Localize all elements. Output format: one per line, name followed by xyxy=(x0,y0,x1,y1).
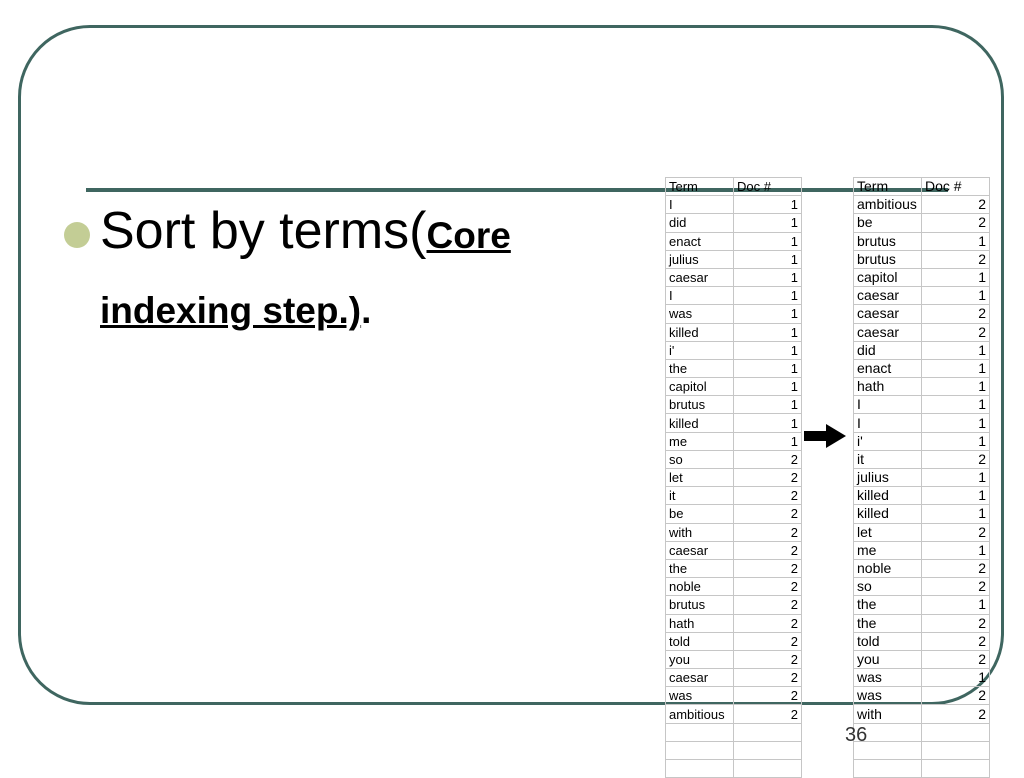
term-cell: I xyxy=(854,414,922,432)
table-row xyxy=(854,523,990,541)
table-header-row xyxy=(666,178,802,196)
doc-cell: 1 xyxy=(734,378,802,396)
empty-row xyxy=(666,723,802,741)
term-cell: told xyxy=(854,632,922,650)
doc-cell: 1 xyxy=(734,214,802,232)
term-cell: with xyxy=(666,523,734,541)
doc-cell: 1 xyxy=(734,232,802,250)
table-row xyxy=(854,414,990,432)
term-cell: ambitious xyxy=(854,196,922,214)
term-cell: killed xyxy=(854,487,922,505)
term-cell: killed xyxy=(854,505,922,523)
doc-cell: 1 xyxy=(922,268,990,286)
table-row xyxy=(666,250,802,268)
table-row xyxy=(854,578,990,596)
doc-cell: 1 xyxy=(922,359,990,377)
term-cell: me xyxy=(666,432,734,450)
doc-cell: 1 xyxy=(922,432,990,450)
doc-cell: 2 xyxy=(734,596,802,614)
term-cell: with xyxy=(854,705,922,723)
table-row xyxy=(666,323,802,341)
table-row xyxy=(854,614,990,632)
doc-cell: 1 xyxy=(734,396,802,414)
doc-cell: 2 xyxy=(734,541,802,559)
table-row xyxy=(854,287,990,305)
doc-cell: 1 xyxy=(922,287,990,305)
doc-cell: 1 xyxy=(922,396,990,414)
term-cell: did xyxy=(854,341,922,359)
doc-cell: 1 xyxy=(922,341,990,359)
term-cell: was xyxy=(666,687,734,705)
empty-cell xyxy=(854,760,922,778)
doc-cell: 2 xyxy=(734,469,802,487)
table-row xyxy=(666,487,802,505)
table-row xyxy=(854,632,990,650)
term-cell: caesar xyxy=(854,323,922,341)
doc-cell: 2 xyxy=(734,614,802,632)
doc-cell: 2 xyxy=(922,323,990,341)
page-number: 36 xyxy=(845,724,868,746)
doc-cell: 1 xyxy=(734,414,802,432)
doc-cell: 1 xyxy=(734,323,802,341)
term-cell: brutus xyxy=(666,596,734,614)
doc-cell: 2 xyxy=(922,450,990,468)
doc-cell: 1 xyxy=(734,268,802,286)
term-cell: the xyxy=(854,614,922,632)
doc-cell: 2 xyxy=(734,487,802,505)
term-cell: the xyxy=(854,596,922,614)
term-cell: was xyxy=(854,687,922,705)
term-cell: you xyxy=(854,650,922,668)
doc-cell: 1 xyxy=(922,469,990,487)
term-cell: brutus xyxy=(854,250,922,268)
bullet-lead: Sort by terms( xyxy=(100,202,427,260)
table-row xyxy=(854,268,990,286)
term-cell: noble xyxy=(854,559,922,577)
bullet-end: . xyxy=(361,290,372,331)
table-row xyxy=(854,305,990,323)
table-row xyxy=(666,541,802,559)
doc-cell: 2 xyxy=(734,450,802,468)
empty-row xyxy=(854,723,990,741)
doc-cell: 1 xyxy=(734,196,802,214)
table-row xyxy=(854,378,990,396)
term-cell: the xyxy=(666,359,734,377)
doc-cell: 1 xyxy=(734,341,802,359)
term-cell: did xyxy=(666,214,734,232)
empty-row xyxy=(666,741,802,759)
table-row xyxy=(854,541,990,559)
table-row xyxy=(854,705,990,723)
empty-cell xyxy=(666,723,734,741)
table-row xyxy=(854,359,990,377)
table-row xyxy=(666,359,802,377)
doc-cell: 1 xyxy=(734,287,802,305)
term-cell: it xyxy=(854,450,922,468)
table-row xyxy=(666,305,802,323)
table-row xyxy=(666,432,802,450)
term-cell: killed xyxy=(666,414,734,432)
bullet-emphasis-2: indexing step.) xyxy=(100,290,362,331)
term-cell: caesar xyxy=(854,287,922,305)
doc-cell: 1 xyxy=(922,378,990,396)
table-row xyxy=(854,469,990,487)
unsorted-term-table xyxy=(665,177,802,778)
doc-cell: 1 xyxy=(922,596,990,614)
empty-cell xyxy=(922,723,990,741)
term-cell: julius xyxy=(854,469,922,487)
doc-cell: 1 xyxy=(734,432,802,450)
sorted-term-table xyxy=(853,177,990,778)
table-row xyxy=(854,323,990,341)
doc-cell: 1 xyxy=(922,414,990,432)
term-cell: the xyxy=(666,559,734,577)
table-row xyxy=(666,596,802,614)
term-cell: caesar xyxy=(666,268,734,286)
term-cell: let xyxy=(854,523,922,541)
doc-cell: 2 xyxy=(734,650,802,668)
term-cell: i' xyxy=(854,432,922,450)
term-cell: it xyxy=(666,487,734,505)
bullet-text xyxy=(100,196,620,346)
empty-cell xyxy=(922,741,990,759)
table-row xyxy=(854,450,990,468)
term-cell: noble xyxy=(666,578,734,596)
table-row xyxy=(666,650,802,668)
term-cell: be xyxy=(666,505,734,523)
doc-cell: 2 xyxy=(734,705,802,723)
term-cell: me xyxy=(854,541,922,559)
table-row xyxy=(666,705,802,723)
doc-cell: 2 xyxy=(922,559,990,577)
table-row xyxy=(666,469,802,487)
doc-cell: 2 xyxy=(734,578,802,596)
doc-header: Doc # xyxy=(922,178,990,196)
table-row xyxy=(854,505,990,523)
term-cell: told xyxy=(666,632,734,650)
doc-cell: 1 xyxy=(922,505,990,523)
term-cell: brutus xyxy=(854,232,922,250)
doc-cell: 2 xyxy=(922,196,990,214)
empty-row xyxy=(854,741,990,759)
table-row xyxy=(666,196,802,214)
doc-cell: 2 xyxy=(922,578,990,596)
term-cell: i' xyxy=(666,341,734,359)
table-row xyxy=(854,487,990,505)
table-row xyxy=(854,650,990,668)
table-row xyxy=(854,341,990,359)
table-row xyxy=(854,687,990,705)
term-cell: killed xyxy=(666,323,734,341)
table-row xyxy=(854,396,990,414)
term-cell: enact xyxy=(854,359,922,377)
term-cell: I xyxy=(666,287,734,305)
term-cell: caesar xyxy=(854,305,922,323)
table-row xyxy=(854,669,990,687)
term-cell: I xyxy=(854,396,922,414)
table-header-row xyxy=(854,178,990,196)
table-row xyxy=(666,614,802,632)
empty-row xyxy=(666,760,802,778)
table-row xyxy=(666,632,802,650)
table-row xyxy=(854,232,990,250)
term-cell: brutus xyxy=(666,396,734,414)
doc-cell: 2 xyxy=(734,523,802,541)
doc-cell: 2 xyxy=(922,214,990,232)
title-divider xyxy=(86,188,672,192)
term-cell: julius xyxy=(666,250,734,268)
table-row xyxy=(666,505,802,523)
empty-cell xyxy=(734,741,802,759)
term-cell: capitol xyxy=(666,378,734,396)
doc-cell: 2 xyxy=(734,687,802,705)
doc-cell: 1 xyxy=(922,541,990,559)
doc-cell: 2 xyxy=(922,305,990,323)
term-cell: I xyxy=(666,196,734,214)
doc-cell: 1 xyxy=(922,232,990,250)
table-row xyxy=(666,559,802,577)
right-arrow-icon xyxy=(804,424,846,448)
table-row xyxy=(666,268,802,286)
table-row xyxy=(666,232,802,250)
term-cell: ambitious xyxy=(666,705,734,723)
term-cell: you xyxy=(666,650,734,668)
doc-cell: 2 xyxy=(922,650,990,668)
term-cell: be xyxy=(854,214,922,232)
table-row xyxy=(666,687,802,705)
table-row xyxy=(854,432,990,450)
empty-cell xyxy=(922,760,990,778)
doc-cell: 2 xyxy=(734,559,802,577)
doc-cell: 2 xyxy=(734,505,802,523)
doc-cell: 1 xyxy=(922,487,990,505)
doc-header: Doc # xyxy=(734,178,802,196)
doc-cell: 2 xyxy=(922,523,990,541)
term-cell: capitol xyxy=(854,268,922,286)
table-row xyxy=(666,287,802,305)
doc-cell: 2 xyxy=(922,632,990,650)
term-header: Term xyxy=(666,178,734,196)
table-row xyxy=(854,196,990,214)
empty-cell xyxy=(666,760,734,778)
doc-cell: 2 xyxy=(922,614,990,632)
doc-cell: 2 xyxy=(734,632,802,650)
term-cell: caesar xyxy=(666,541,734,559)
table-row xyxy=(666,378,802,396)
empty-row xyxy=(854,760,990,778)
term-cell: enact xyxy=(666,232,734,250)
doc-cell: 1 xyxy=(734,250,802,268)
empty-cell xyxy=(734,760,802,778)
term-cell: hath xyxy=(666,614,734,632)
term-header: Term xyxy=(854,178,922,196)
doc-cell: 2 xyxy=(922,250,990,268)
term-cell: so xyxy=(666,450,734,468)
term-cell: caesar xyxy=(666,669,734,687)
doc-cell: 1 xyxy=(734,305,802,323)
table-row xyxy=(854,214,990,232)
term-cell: let xyxy=(666,469,734,487)
table-row xyxy=(666,396,802,414)
doc-cell: 2 xyxy=(922,687,990,705)
table-row xyxy=(666,669,802,687)
term-cell: hath xyxy=(854,378,922,396)
bullet-emphasis-1: Core xyxy=(426,215,511,256)
term-cell: was xyxy=(666,305,734,323)
table-row xyxy=(666,578,802,596)
table-row xyxy=(666,450,802,468)
table-row xyxy=(666,523,802,541)
table-row xyxy=(854,596,990,614)
empty-cell xyxy=(734,723,802,741)
empty-cell xyxy=(666,741,734,759)
doc-cell: 1 xyxy=(922,669,990,687)
table-row xyxy=(854,250,990,268)
doc-cell: 1 xyxy=(734,359,802,377)
table-row xyxy=(666,214,802,232)
doc-cell: 2 xyxy=(922,705,990,723)
table-row xyxy=(666,414,802,432)
table-row xyxy=(854,559,990,577)
term-cell: so xyxy=(854,578,922,596)
doc-cell: 2 xyxy=(734,669,802,687)
term-cell: was xyxy=(854,669,922,687)
bullet-icon xyxy=(64,222,90,248)
table-row xyxy=(666,341,802,359)
